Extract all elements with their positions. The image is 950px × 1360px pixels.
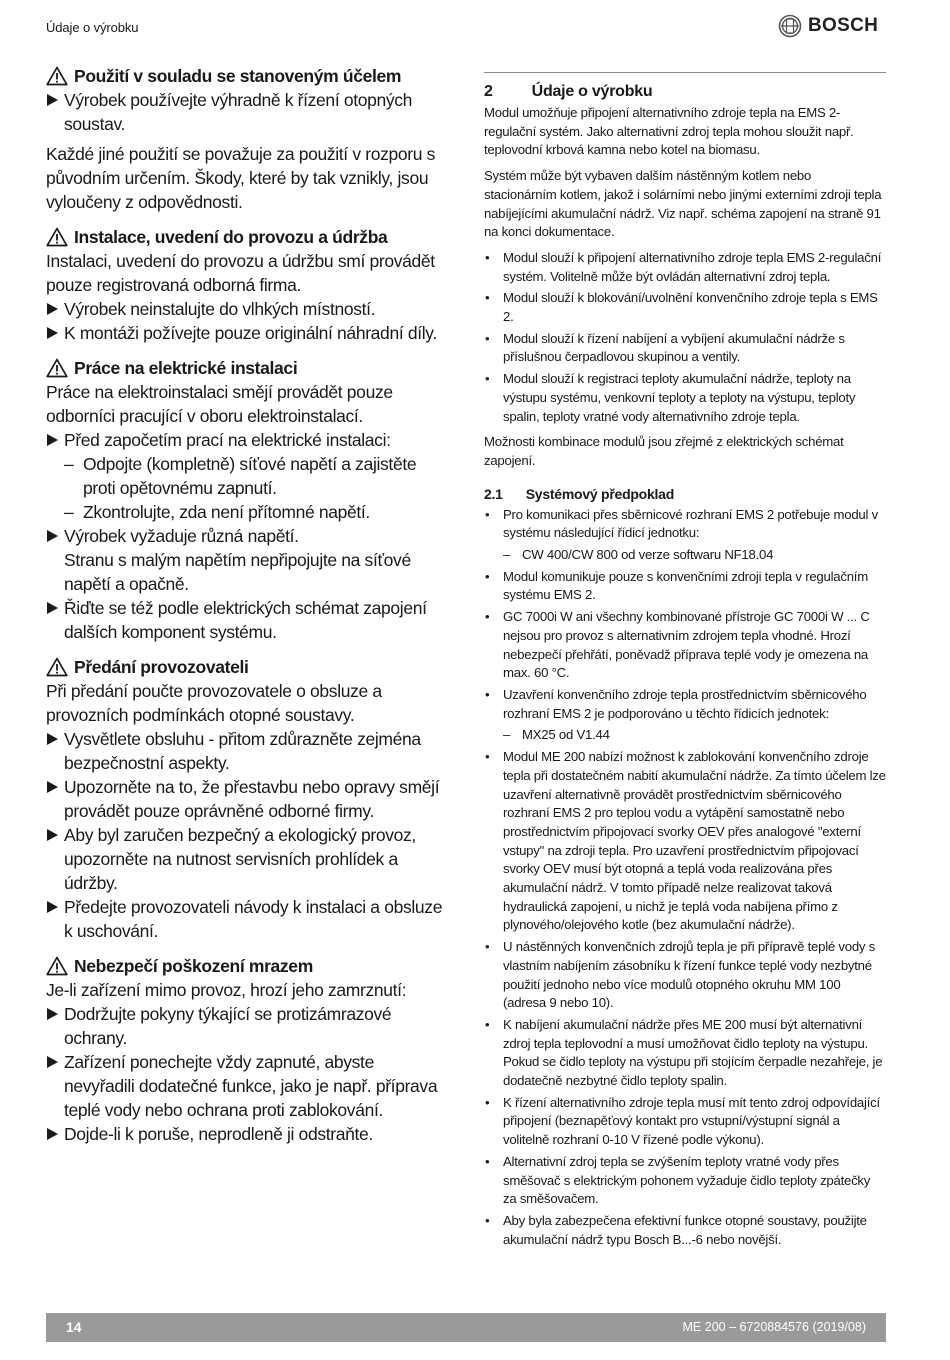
bullet-marker: • — [485, 1094, 490, 1110]
action-arrow-icon — [47, 1128, 58, 1140]
section-intended-use — [46, 64, 446, 214]
list-item — [484, 289, 886, 326]
action-item — [46, 297, 446, 321]
action-arrow-icon — [47, 434, 58, 446]
section-heading — [46, 655, 446, 679]
list-item — [484, 370, 886, 426]
action-text: Vysvětlete obsluhu - přitom zdůrazněte zejména bezpečnostní aspekty. — [64, 729, 421, 773]
action-text: K montáži požívejte pouze originální náhradní díly. — [64, 323, 437, 343]
brand-logo — [778, 14, 878, 38]
action-arrow-icon — [47, 733, 58, 745]
action-arrow-icon — [47, 781, 58, 793]
section-heading — [46, 225, 446, 249]
list-item-text: Pro komunikaci přes sběrnicové rozhraní EMS 2 potřebuje modul v systému následující řídicí jednotku: — [503, 506, 878, 541]
warning-icon — [46, 657, 68, 677]
warning-icon — [46, 956, 68, 976]
dash-text: CW 400/CW 800 od verze softwaru NF18.04 — [522, 547, 774, 563]
list-item — [484, 938, 886, 1013]
bullet-marker: • — [485, 506, 490, 522]
heading-text: Použití v souladu se stanoveným účelem — [74, 66, 402, 86]
action-arrow-icon — [47, 303, 58, 315]
dash-text: Zkontrolujte, zda není přítomné napětí. — [83, 502, 370, 522]
action-text: Výrobek neinstalujte do vlhkých místností. — [64, 299, 376, 319]
safety-column — [46, 64, 446, 1157]
action-arrow-icon — [47, 829, 58, 841]
list-item-text: K nabíjení akumulační nádrže přes ME 200 musí být alternativní zdroj tepla teplovodní a musí umožňovat čidlo teploty na výstupu. Pokud se čidlo teploty na výstupu při stojícím čerpadle nezahřeje, je dodatečně nezbytné čidlo teploty spalin. — [503, 1016, 883, 1089]
warning-icon — [46, 358, 68, 378]
action-item — [46, 1122, 446, 1146]
action-item — [46, 596, 446, 644]
action-item — [46, 88, 446, 136]
action-arrow-icon — [47, 602, 58, 614]
running-header: Údaje o výrobku — [46, 20, 139, 35]
list-item — [484, 608, 886, 683]
bullet-marker: • — [485, 1212, 490, 1228]
list-item — [484, 1212, 886, 1249]
bullet-marker: • — [485, 939, 490, 955]
list-item-text: GC 7000i W ani všechny kombinované přístroje GC 7000i W ... C nejsou pro provoz s alternativním zdrojem tepla vhodné. Hrozí nebezpečí přehřátí, poněvadž příprava teplé vody je omezena na max. 60 °C. — [503, 609, 870, 681]
subsection-title: Systémový předpoklad — [525, 485, 674, 502]
paragraph: Je-li zařízení mimo provoz, hrozí jeho zamrznutí: — [46, 980, 407, 1000]
list-item-text: Modul slouží k řízení nabíjení a vybíjení akumulační nádrže s příslušnou čerpadlovou skupinou a ventily. — [503, 330, 845, 365]
action-item — [46, 775, 446, 823]
action-item — [46, 895, 446, 943]
paragraph: Každé jiné použití se považuje za použití v rozporu s původním určením. Škody, které by tak vznikly, jsou vyloučeny z odpovědnosti. — [46, 144, 436, 212]
action-text: Výrobek vyžaduje různá napětí. — [64, 526, 299, 546]
action-text: Aby byl zaručen bezpečný a ekologický provoz, upozorněte na nutnost servisních prohlídek a údržby. — [64, 825, 416, 893]
warning-icon — [46, 227, 68, 247]
heading-text: Instalace, uvedení do provozu a údržba — [74, 227, 388, 247]
heading-text: Předání provozovateli — [74, 657, 249, 677]
bullet-marker: • — [485, 1153, 490, 1169]
dash-marker: – — [503, 547, 511, 563]
bullet-marker: • — [485, 330, 490, 346]
heading-text: Práce na elektrické instalaci — [74, 358, 298, 378]
feature-list — [484, 249, 886, 426]
dash-marker: – — [503, 727, 511, 743]
dash-marker: – — [64, 502, 74, 522]
list-item-text: K řízení alternativního zdroje tepla musí mít tento zdroj odpovídající připojení (beznapěťový kontakt pro vstupní/výstupní signál a volitelně rozhraní 0-10 V řízené podle výkonu). — [503, 1094, 880, 1148]
list-item-text: Modul komunikuje pouze s konvenčními zdroji tepla v regulačním systému EMS 2. — [503, 568, 868, 603]
section-divider — [484, 72, 886, 73]
dash-item — [46, 452, 446, 500]
list-item-text: Aby byla zabezpečena efektivní funkce otopné soustavy, použijte akumulační nádrž typu Bosch B...-6 nebo novější. — [503, 1212, 867, 1247]
chapter-title: Údaje o výrobku — [531, 83, 653, 100]
dash-text: MX25 od V1.44 — [522, 727, 610, 743]
action-text-continued: Stranu s malým napětím nepřipojujte na síťové napětí a opačně. — [64, 550, 411, 594]
list-item-text: Modul slouží k registraci teploty akumulační nádrže, teploty na výstupu systému, venkovní teploty a teploty na výstupu, teploty spalin, teploty vratné vody alternativního zdroje tepla. — [503, 371, 856, 424]
paragraph: Instalaci, uvedení do provozu a údržbu smí provádět pouze registrovaná odborná firma. — [46, 251, 435, 295]
action-arrow-icon — [47, 94, 58, 106]
action-text: Zařízení ponechejte vždy zapnuté, abyste nevyřadili dodatečné funkce, jako je např. příprava teplé vody nebo ochrana proti zablokování. — [64, 1052, 438, 1120]
action-arrow-icon — [47, 1056, 58, 1068]
section-frost — [46, 954, 446, 1146]
action-arrow-icon — [47, 1008, 58, 1020]
list-item — [484, 330, 886, 367]
list-item — [484, 1016, 886, 1091]
action-arrow-icon — [47, 901, 58, 913]
list-item — [484, 506, 886, 543]
action-text: Dodržujte pokyny týkající se protizámrazové ochrany. — [64, 1004, 392, 1048]
list-item — [484, 568, 886, 605]
list-item-text: Uzavření konvenčního zdroje tepla prostřednictvím sběrnicového rozhraní EMS 2 je podporováno u těchto řídicích jednotek: — [503, 686, 867, 721]
action-text: Předejte provozovateli návody k instalaci a obsluze k uschování. — [64, 897, 443, 941]
bullet-marker: • — [485, 249, 490, 265]
action-text: Upozorněte na to, že přestavbu nebo opravy smějí provádět pouze oprávněné odborné firmy. — [64, 777, 440, 821]
section-heading — [46, 356, 446, 380]
page-number: 14 — [66, 1319, 82, 1335]
action-item — [46, 1002, 446, 1050]
action-text: Před započetím prací na elektrické instalaci: — [64, 430, 391, 450]
list-item — [484, 249, 886, 286]
dash-item — [484, 546, 886, 565]
section-installation — [46, 225, 446, 345]
product-info-column — [484, 72, 886, 1256]
list-item-text: Modul slouží k připojení alternativního zdroje tepla EMS 2-regulační systém. Volitelně může být ovládán alternativní zdroj tepla. — [503, 249, 882, 284]
list-item-text: Alternativní zdroj tepla se zvýšením teploty vratné vody přes směšovač s elektrickým pohonem vyžaduje čidlo teploty zpátečky za směšovačem. — [503, 1153, 871, 1207]
list-item — [484, 1094, 886, 1150]
section-handover — [46, 655, 446, 943]
action-text: Dojde-li k poruše, neprodleně ji odstraňte. — [64, 1124, 373, 1144]
dash-item — [484, 726, 886, 745]
dash-marker: – — [64, 454, 74, 474]
bosch-armature-icon — [778, 14, 802, 38]
bullet-marker: • — [485, 1016, 490, 1032]
chapter-number: 2 — [484, 83, 493, 100]
list-item-text: Modul slouží k blokování/uvolnění konvenčního zdroje tepla s EMS 2. — [503, 290, 878, 325]
action-text: Řiďte se též podle elektrických schémat zapojení dalších komponent systému. — [64, 598, 427, 642]
heading-text: Nebezpečí poškození mrazem — [74, 956, 313, 976]
list-item — [484, 748, 886, 935]
action-item — [46, 727, 446, 775]
action-item — [46, 1050, 446, 1122]
dash-item — [46, 500, 446, 524]
paragraph: Práce na elektroinstalaci smějí provádět pouze odborníci pracující v oboru elektroinstalací. — [46, 382, 393, 426]
list-item — [484, 686, 886, 723]
paragraph: Při předání poučte provozovatele o obsluze a provozních podmínkách otopné soustavy. — [46, 681, 382, 725]
list-item-text: Modul ME 200 nabízí možnost k zablokování konvenčního zdroje tepla při dostatečném nabití akumulační nádrže. Za tímto účelem lze uzavření alternativně provádět prostřednictvím sběrnicového rozhraní EMS 2 pro teplou vodu a vytápění samostatně nebo prostřednictvím připojovací svorky OEV přes analogové "externí vstupy" na zdroji tepla. Pro uzavření prostřednictvím připojovací svorky OEV musí být otopná a teplá voda realizována přes akumulační nádrž. V tomto případě nelze realizovat taková hydraulická zapojení, u nichž je teplá voda nabíjena přímo z plynového/olejového kotle (bez akumulační nádrže). — [503, 749, 886, 933]
requirements-list — [484, 506, 886, 1250]
action-item — [46, 823, 446, 895]
section-heading — [46, 954, 446, 978]
bullet-marker: • — [485, 290, 490, 306]
action-arrow-icon — [47, 327, 58, 339]
paragraph: Systém může být vybaven dalším nástěnným kotlem nebo stacionárním kotlem, jakož i solárními nebo jinými externími zdroji tepla nabíjejícími akumulační nádrž. Viz např. schéma zapojení na straně 91 na konci dokumentace. — [484, 168, 882, 240]
bullet-marker: • — [485, 749, 490, 765]
action-item — [46, 321, 446, 345]
bullet-marker: • — [485, 609, 490, 625]
paragraph: Modul umožňuje připojení alternativního zdroje tepla na EMS 2-regulační systém. Jako alternativní zdroj tepla mohou sloužit např. teplovodní krbová kamna nebo kotel na biomasu. — [484, 105, 854, 158]
chapter-heading — [484, 82, 886, 102]
action-text: Výrobek používejte výhradně k řízení otopných soustav. — [64, 90, 413, 134]
page-footer — [46, 1313, 886, 1342]
paragraph: Možnosti kombinace modulů jsou zřejmé z elektrických schémat zapojení. — [484, 434, 844, 468]
brand-name: BOSCH — [808, 15, 879, 36]
action-item — [46, 524, 446, 596]
document-id: ME 200 – 6720884576 (2019/08) — [682, 1320, 866, 1334]
action-item — [46, 428, 446, 452]
bullet-marker: • — [485, 568, 490, 584]
bullet-marker: • — [485, 371, 490, 387]
subsection-number: 2.1 — [484, 485, 503, 502]
action-arrow-icon — [47, 530, 58, 542]
section-heading — [46, 64, 446, 88]
dash-text: Odpojte (kompletně) síťové napětí a zajistěte proti opětovnému zapnutí. — [83, 454, 417, 498]
list-item — [484, 1153, 886, 1209]
section-electrical — [46, 356, 446, 644]
list-item-text: U nástěnných konvenčních zdrojů tepla je při přípravě teplé vody s vlastním nabíjením zásobníku k řízení funkce teplé vody nezbytné použití jednoho nebo více modulů otopného okruhu MM 100 (adresa 9 nebo 10). — [503, 939, 876, 1011]
subsection-heading — [484, 485, 886, 504]
warning-icon — [46, 66, 68, 86]
bullet-marker: • — [485, 686, 490, 702]
